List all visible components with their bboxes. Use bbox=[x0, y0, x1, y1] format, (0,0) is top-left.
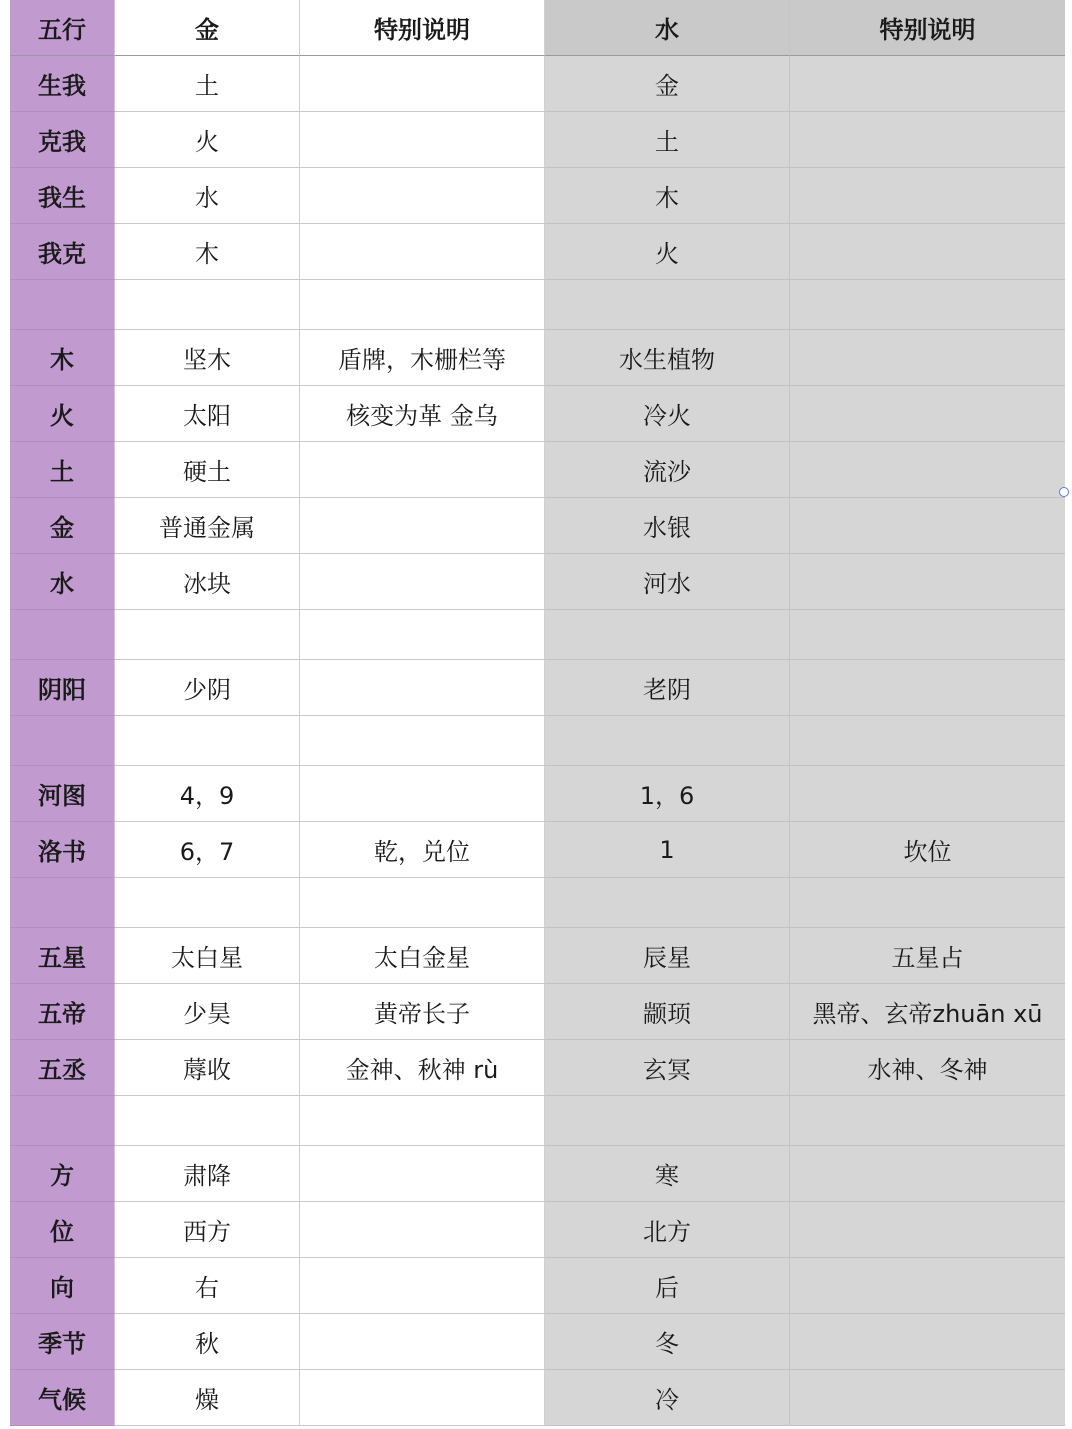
table-cell-col1[interactable]: 太阳 bbox=[115, 386, 300, 442]
table-cell-col2[interactable] bbox=[300, 56, 545, 112]
table-cell-col1[interactable]: 坚木 bbox=[115, 330, 300, 386]
table-cell-col3[interactable] bbox=[545, 610, 790, 660]
table-cell-col3[interactable]: 北方 bbox=[545, 1202, 790, 1258]
left-margin bbox=[0, 0, 10, 1429]
table-cell-col3[interactable]: 后 bbox=[545, 1258, 790, 1314]
table-cell-col4[interactable] bbox=[790, 168, 1065, 224]
table-cell-col1[interactable]: 燥 bbox=[115, 1370, 300, 1426]
table-cell-col0[interactable]: 水 bbox=[10, 554, 115, 610]
table-cell-col2[interactable] bbox=[300, 442, 545, 498]
table-cell-col0[interactable] bbox=[10, 878, 115, 928]
table-cell-col4[interactable] bbox=[790, 112, 1065, 168]
table-cell-col2[interactable] bbox=[300, 1096, 545, 1146]
table-cell-col3[interactable]: 1 bbox=[545, 822, 790, 878]
table-cell-col1[interactable]: 西方 bbox=[115, 1202, 300, 1258]
table-row bbox=[10, 1040, 1065, 1096]
spacer-row bbox=[10, 610, 1065, 660]
table-cell-col3[interactable]: 流沙 bbox=[545, 442, 790, 498]
table-row bbox=[10, 928, 1065, 984]
table-cell-col2[interactable]: 核变为革 金乌 bbox=[300, 386, 545, 442]
table-cell-col2[interactable]: 乾，兑位 bbox=[300, 822, 545, 878]
table-cell-col0[interactable]: 五帝 bbox=[10, 984, 115, 1040]
table-cell-col3[interactable]: 土 bbox=[545, 112, 790, 168]
table-cell-col3[interactable]: 水银 bbox=[545, 498, 790, 554]
table-cell-col2[interactable]: 金神、秋神 rù bbox=[300, 1040, 545, 1096]
table-cell-col4[interactable] bbox=[790, 56, 1065, 112]
table-row bbox=[10, 224, 1065, 280]
table-cell-col1[interactable] bbox=[115, 1096, 300, 1146]
table-cell-col2[interactable]: 太白金星 bbox=[300, 928, 545, 984]
spacer-row bbox=[10, 716, 1065, 766]
table-cell-col2[interactable] bbox=[300, 660, 545, 716]
table-row bbox=[10, 822, 1065, 878]
table-cell-col0[interactable] bbox=[10, 280, 115, 330]
table-cell-col4[interactable]: 坎位 bbox=[790, 822, 1065, 878]
table-cell-col3[interactable]: 冷火 bbox=[545, 386, 790, 442]
table-cell-col2[interactable]: 盾牌，木栅栏等 bbox=[300, 330, 545, 386]
table-cell-col0[interactable]: 向 bbox=[10, 1258, 115, 1314]
table-cell-col1[interactable]: 普通金属 bbox=[115, 498, 300, 554]
table-cell-col1[interactable]: 右 bbox=[115, 1258, 300, 1314]
table-cell-col0[interactable]: 阴阳 bbox=[10, 660, 115, 716]
table-row bbox=[10, 112, 1065, 168]
table-cell-col1[interactable] bbox=[115, 716, 300, 766]
table-cell-col4[interactable] bbox=[790, 554, 1065, 610]
table-cell-col4[interactable] bbox=[790, 1202, 1065, 1258]
table-row bbox=[10, 1202, 1065, 1258]
right-margin bbox=[1065, 0, 1072, 1429]
table-cell-col0[interactable]: 我生 bbox=[10, 168, 115, 224]
column-header-0[interactable]: 五行 bbox=[10, 0, 115, 56]
table-cell-col0[interactable]: 生我 bbox=[10, 56, 115, 112]
table-cell-col0[interactable]: 气候 bbox=[10, 1370, 115, 1426]
table-cell-col2[interactable] bbox=[300, 498, 545, 554]
table-cell-col1[interactable]: 冰块 bbox=[115, 554, 300, 610]
table-cell-col1[interactable]: 肃降 bbox=[115, 1146, 300, 1202]
table-cell-col0[interactable]: 季节 bbox=[10, 1314, 115, 1370]
table-cell-col3[interactable]: 颛顼 bbox=[545, 984, 790, 1040]
table-cell-col3[interactable]: 寒 bbox=[545, 1146, 790, 1202]
table-cell-col4[interactable] bbox=[790, 1314, 1065, 1370]
table-row bbox=[10, 766, 1065, 822]
table-cell-col3[interactable]: 老阴 bbox=[545, 660, 790, 716]
column-header-3[interactable]: 水 bbox=[545, 0, 790, 56]
table-cell-col2[interactable] bbox=[300, 280, 545, 330]
table-cell-col4[interactable] bbox=[790, 1370, 1065, 1426]
table-cell-col0[interactable]: 土 bbox=[10, 442, 115, 498]
table-cell-col3[interactable] bbox=[545, 878, 790, 928]
table-cell-col1[interactable]: 火 bbox=[115, 112, 300, 168]
table-cell-col1[interactable]: 少昊 bbox=[115, 984, 300, 1040]
table-cell-col3[interactable] bbox=[545, 1096, 790, 1146]
table-cell-col2[interactable]: 黄帝长子 bbox=[300, 984, 545, 1040]
table-cell-col3[interactable]: 冷 bbox=[545, 1370, 790, 1426]
table-cell-col3[interactable]: 火 bbox=[545, 224, 790, 280]
table-cell-col0[interactable]: 方 bbox=[10, 1146, 115, 1202]
table-cell-col3[interactable]: 辰星 bbox=[545, 928, 790, 984]
table-cell-col4[interactable] bbox=[790, 386, 1065, 442]
table-cell-col3[interactable]: 水生植物 bbox=[545, 330, 790, 386]
table-cell-col0[interactable]: 我克 bbox=[10, 224, 115, 280]
table-cell-col1[interactable]: 4，9 bbox=[115, 766, 300, 822]
table-cell-col1[interactable]: 木 bbox=[115, 224, 300, 280]
table-cell-col3[interactable]: 玄冥 bbox=[545, 1040, 790, 1096]
table-cell-col2[interactable] bbox=[300, 554, 545, 610]
table-cell-col2[interactable] bbox=[300, 224, 545, 280]
table-cell-col2[interactable] bbox=[300, 1146, 545, 1202]
table-cell-col0[interactable]: 五星 bbox=[10, 928, 115, 984]
table-cell-col3[interactable] bbox=[545, 280, 790, 330]
table-cell-col1[interactable]: 秋 bbox=[115, 1314, 300, 1370]
table-cell-col1[interactable]: 蓐收 bbox=[115, 1040, 300, 1096]
table-cell-col2[interactable] bbox=[300, 1202, 545, 1258]
header-row bbox=[10, 0, 1065, 56]
table-cell-col2[interactable] bbox=[300, 1314, 545, 1370]
table-cell-col0[interactable] bbox=[10, 1096, 115, 1146]
table-cell-col4[interactable] bbox=[790, 1258, 1065, 1314]
table-row bbox=[10, 56, 1065, 112]
table-row bbox=[10, 1258, 1065, 1314]
table-cell-col2[interactable] bbox=[300, 112, 545, 168]
table-cell-col4[interactable] bbox=[790, 878, 1065, 928]
table-row bbox=[10, 1314, 1065, 1370]
table-row bbox=[10, 984, 1065, 1040]
table-cell-col1[interactable] bbox=[115, 610, 300, 660]
table-row bbox=[10, 442, 1065, 498]
table-cell-col3[interactable]: 冬 bbox=[545, 1314, 790, 1370]
table-cell-col4[interactable]: 五星占 bbox=[790, 928, 1065, 984]
table-cell-col3[interactable] bbox=[545, 716, 790, 766]
table-cell-col4[interactable] bbox=[790, 498, 1065, 554]
table-cell-col2[interactable] bbox=[300, 610, 545, 660]
table-cell-col1[interactable]: 少阴 bbox=[115, 660, 300, 716]
column-header-1[interactable]: 金 bbox=[115, 0, 300, 56]
table-cell-col0[interactable]: 洛书 bbox=[10, 822, 115, 878]
column-header-4[interactable]: 特别说明 bbox=[790, 0, 1065, 56]
table-cell-col1[interactable]: 6，7 bbox=[115, 822, 300, 878]
table-cell-col4[interactable]: 黑帝、玄帝zhuān xū bbox=[790, 984, 1065, 1040]
table-cell-col3[interactable]: 河水 bbox=[545, 554, 790, 610]
table-row bbox=[10, 168, 1065, 224]
column-header-2[interactable]: 特别说明 bbox=[300, 0, 545, 56]
table-cell-col4[interactable] bbox=[790, 1146, 1065, 1202]
table-cell-col2[interactable] bbox=[300, 878, 545, 928]
table-cell-col0[interactable]: 克我 bbox=[10, 112, 115, 168]
table-cell-col2[interactable] bbox=[300, 1258, 545, 1314]
table-cell-col2[interactable] bbox=[300, 716, 545, 766]
table-cell-col4[interactable] bbox=[790, 660, 1065, 716]
spacer-row bbox=[10, 1096, 1065, 1146]
spacer-row bbox=[10, 280, 1065, 330]
table-cell-col3[interactable]: 1，6 bbox=[545, 766, 790, 822]
resize-handle-icon[interactable] bbox=[1059, 487, 1069, 497]
table-cell-col4[interactable] bbox=[790, 442, 1065, 498]
table-cell-col2[interactable] bbox=[300, 1370, 545, 1426]
table-cell-col0[interactable]: 木 bbox=[10, 330, 115, 386]
table-cell-col4[interactable] bbox=[790, 610, 1065, 660]
table-cell-col1[interactable]: 土 bbox=[115, 56, 300, 112]
table-cell-col0[interactable] bbox=[10, 610, 115, 660]
table-cell-col0[interactable]: 河图 bbox=[10, 766, 115, 822]
table-row bbox=[10, 660, 1065, 716]
table-cell-col1[interactable]: 水 bbox=[115, 168, 300, 224]
spacer-row bbox=[10, 878, 1065, 928]
table-cell-col1[interactable]: 太白星 bbox=[115, 928, 300, 984]
table-row bbox=[10, 386, 1065, 442]
table-cell-col2[interactable] bbox=[300, 168, 545, 224]
table-cell-col1[interactable]: 硬土 bbox=[115, 442, 300, 498]
table-row bbox=[10, 498, 1065, 554]
table-cell-col4[interactable] bbox=[790, 716, 1065, 766]
table-cell-col0[interactable]: 位 bbox=[10, 1202, 115, 1258]
table-cell-col0[interactable]: 火 bbox=[10, 386, 115, 442]
table-cell-col0[interactable]: 金 bbox=[10, 498, 115, 554]
table-row bbox=[10, 1370, 1065, 1426]
table-cell-col4[interactable] bbox=[790, 330, 1065, 386]
table-cell-col1[interactable] bbox=[115, 280, 300, 330]
table-cell-col4[interactable] bbox=[790, 280, 1065, 330]
table-row bbox=[10, 554, 1065, 610]
table-cell-col2[interactable] bbox=[300, 766, 545, 822]
table-cell-col4[interactable] bbox=[790, 224, 1065, 280]
table-cell-col4[interactable]: 水神、冬神 bbox=[790, 1040, 1065, 1096]
table-cell-col4[interactable] bbox=[790, 766, 1065, 822]
table-cell-col0[interactable]: 五丞 bbox=[10, 1040, 115, 1096]
table-cell-col3[interactable]: 金 bbox=[545, 56, 790, 112]
table-cell-col0[interactable] bbox=[10, 716, 115, 766]
table-cell-col4[interactable] bbox=[790, 1096, 1065, 1146]
table-row bbox=[10, 1146, 1065, 1202]
table-cell-col1[interactable] bbox=[115, 878, 300, 928]
table-cell-col3[interactable]: 木 bbox=[545, 168, 790, 224]
table-row bbox=[10, 330, 1065, 386]
